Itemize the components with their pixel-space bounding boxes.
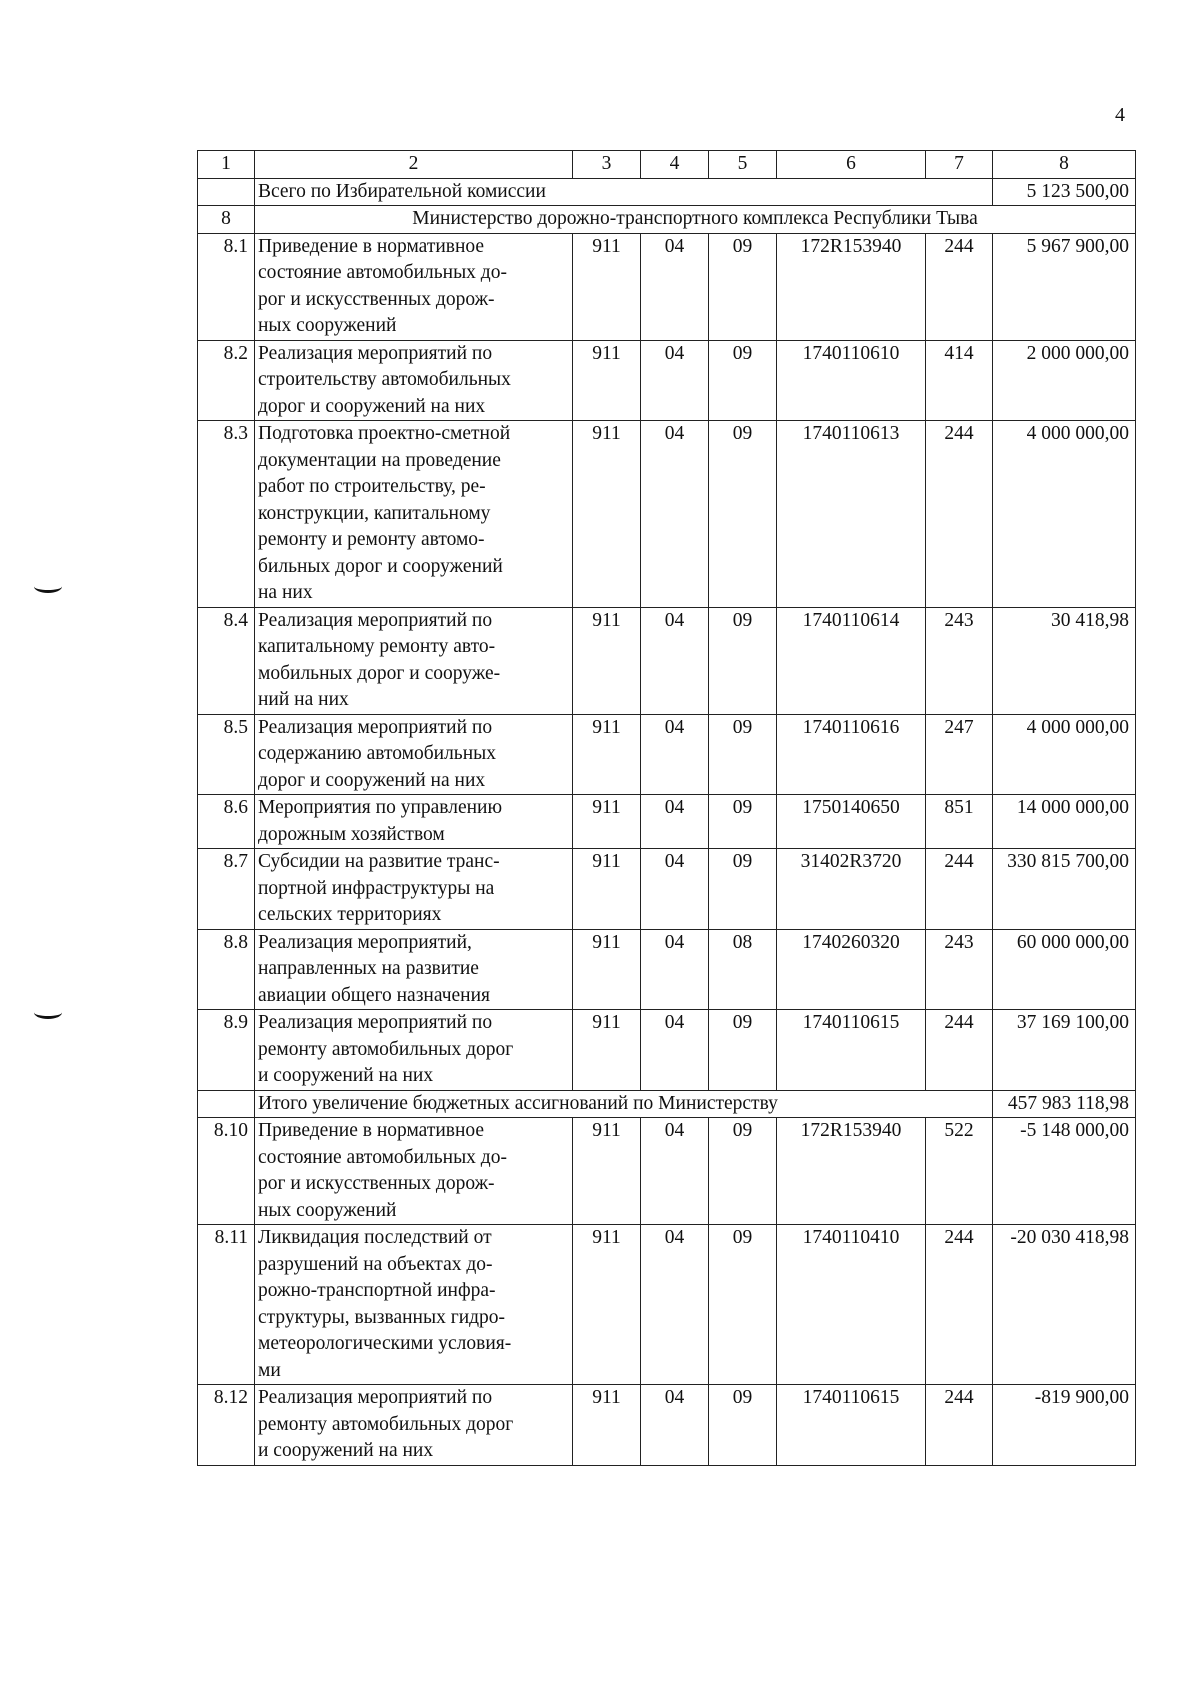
expense-type-code: 244 [926,1225,993,1385]
row-name-line: мобильных дорог и сооруже- [258,662,501,684]
page-number: 4 [1115,104,1125,126]
ministry-code: 911 [573,1385,641,1466]
row-amount: -819 900,00 [993,1385,1136,1466]
target-article-code: 1740110410 [777,1225,926,1385]
section-code: 04 [641,929,709,1010]
row-name-line: Субсидии на развитие транс- [258,851,500,872]
row-name-line: Подготовка проектно-сметной [258,423,511,444]
table-row [198,1118,1136,1225]
table-body [198,151,1136,1466]
expense-type-code: 244 [926,233,993,340]
expense-type-code: 851 [926,795,993,849]
section-code: 04 [641,1118,709,1225]
subsection-code: 09 [709,421,777,608]
row-name [255,178,993,206]
subsection-code: 09 [709,795,777,849]
expense-type-code: 522 [926,1118,993,1225]
row-name [255,1118,573,1225]
row-amount: 5 123 500,00 [993,178,1136,206]
row-name-line: Реализация мероприятий, [258,931,472,953]
row-name-line: Итого увеличение бюджетных ассигнований по Министерству [258,1092,778,1114]
row-amount: 5 967 900,00 [993,233,1136,340]
section-row [198,206,1136,234]
row-amount: 457 983 118,98 [993,1090,1136,1118]
ministry-code: 911 [573,795,641,849]
row-amount: 60 000 000,00 [993,929,1136,1010]
expense-type-code: 244 [926,1010,993,1091]
row-name-line: ных сооружений [258,315,397,336]
row-name-line: Приведение в нормативное [258,235,485,257]
subsection-code: 09 [709,1225,777,1385]
row-name-line: состояние автомобильных до- [258,262,507,283]
total-row [198,1090,1136,1118]
row-number: 8.9 [198,1010,255,1091]
row-name-line: содержанию автомобильных [258,743,496,764]
table-row [198,714,1136,795]
row-number: 8.2 [198,340,255,421]
row-number: 8.12 [198,1385,255,1466]
row-name-line: метеорологическими условия- [258,1333,512,1354]
row-name [255,929,573,1010]
row-name-line: конструкции, капитальному [258,502,491,524]
ministry-code: 911 [573,714,641,795]
column-header: 4 [641,151,709,179]
row-name-line: направленных на развитие [258,958,479,979]
section-code: 04 [641,714,709,795]
row-amount: 30 418,98 [993,607,1136,714]
row-number: 8.3 [198,421,255,608]
section-code: 04 [641,607,709,714]
section-code: 04 [641,1385,709,1466]
target-article-code: 31402R3720 [777,849,926,930]
row-name [255,1010,573,1091]
row-name-line: Мероприятия по управлению [258,797,503,818]
ministry-code: 911 [573,233,641,340]
row-amount: 2 000 000,00 [993,340,1136,421]
row-name [255,233,573,340]
subsection-code: 09 [709,233,777,340]
row-name-line: рожно-транспортной инфра- [258,1280,496,1301]
subsection-code: 09 [709,1010,777,1091]
row-name-line: авиации общего назначения [258,984,491,1006]
column-header: 2 [255,151,573,179]
ministry-code: 911 [573,421,641,608]
expense-type-code: 243 [926,607,993,714]
target-article-code: 1740260320 [777,929,926,1010]
row-name-line: Приведение в нормативное [258,1120,485,1141]
row-name [255,1090,993,1118]
row-name [255,1225,573,1385]
row-name [255,795,573,849]
row-name-line: рог и искусственных дорож- [258,288,495,310]
row-name-line: Реализация мероприятий по [258,1012,493,1033]
row-name-line: капитальному ремонту авто- [258,636,496,657]
row-number: 8.7 [198,849,255,930]
expense-type-code: 414 [926,340,993,421]
section-code: 04 [641,421,709,608]
total-row [198,178,1136,206]
budget-allocation-table [197,150,1136,1466]
subsection-code: 09 [709,340,777,421]
row-name-line: Реализация мероприятий по [258,1387,493,1408]
margin-mark [34,580,62,593]
section-code: 04 [641,340,709,421]
row-name-line: разрушений на объектах до- [258,1253,493,1275]
expense-type-code: 244 [926,421,993,608]
row-name-line: Министерство дорожно-транспортного комплекса Республики Тыва [412,208,978,229]
row-amount: -5 148 000,00 [993,1118,1136,1225]
target-article-code: 1740110610 [777,340,926,421]
row-number: 8 [198,206,255,234]
row-amount: 4 000 000,00 [993,421,1136,608]
subsection-code: 09 [709,714,777,795]
row-name-line: дорог и сооружений на них [258,395,486,417]
row-amount: -20 030 418,98 [993,1225,1136,1385]
row-amount: 14 000 000,00 [993,795,1136,849]
row-name-line: документации на проведение [258,449,501,471]
table-row [198,929,1136,1010]
section-code: 04 [641,1225,709,1385]
row-amount: 4 000 000,00 [993,714,1136,795]
ministry-code: 911 [573,929,641,1010]
row-name-line: сельских территориях [258,904,442,925]
row-number: 8.8 [198,929,255,1010]
ministry-code: 911 [573,849,641,930]
ministry-code: 911 [573,607,641,714]
subsection-code: 08 [709,929,777,1010]
row-name-line: портной инфраструктуры на [258,877,495,899]
row-name-line: дорог и сооружений на них [258,769,486,791]
row-name-line: на них [258,582,313,603]
target-article-code: 172R153940 [777,1118,926,1225]
target-article-code: 1740110614 [777,607,926,714]
row-number [198,1090,255,1118]
row-name [255,607,573,714]
row-number: 8.10 [198,1118,255,1225]
row-number: 8.5 [198,714,255,795]
row-name-line: ремонту автомобильных дорог [258,1038,514,1060]
section-code: 04 [641,1010,709,1091]
table-row [198,233,1136,340]
row-name [255,421,573,608]
row-number: 8.6 [198,795,255,849]
table-row [198,1385,1136,1466]
row-number: 8.4 [198,607,255,714]
row-name [255,1385,573,1466]
ministry-code: 911 [573,1118,641,1225]
table-row [198,1010,1136,1091]
row-name-line: состояние автомобильных до- [258,1146,507,1168]
table-row [198,849,1136,930]
subsection-code: 09 [709,1385,777,1466]
row-name-line: ний на них [258,689,349,710]
row-name-line: Реализация мероприятий по [258,342,493,364]
row-name-line: и сооружений на них [258,1065,434,1086]
row-name [255,206,1136,234]
row-name-line: Ликвидация последствий от [258,1227,492,1248]
expense-type-code: 247 [926,714,993,795]
row-name-line: рог и искусственных дорож- [258,1173,495,1194]
row-name-line: и сооружений на них [258,1440,434,1461]
row-name-line: Реализация мероприятий по [258,716,493,738]
row-name-line: строительству автомобильных [258,369,511,390]
ministry-code: 911 [573,1225,641,1385]
table-row [198,795,1136,849]
table-row [198,421,1136,608]
section-code: 04 [641,233,709,340]
row-number: 8.11 [198,1225,255,1385]
row-name-line: ных сооружений [258,1199,397,1221]
row-number: 8.1 [198,233,255,340]
row-name-line: Реализация мероприятий по [258,609,493,631]
margin-mark [34,1006,62,1019]
column-header: 5 [709,151,777,179]
column-header-row [198,151,1136,179]
row-name-line: дорожным хозяйством [258,823,445,845]
target-article-code: 1740110615 [777,1010,926,1091]
target-article-code: 1740110613 [777,421,926,608]
row-name-line: ми [258,1359,281,1381]
row-name-line: бильных дорог и сооружений [258,555,503,577]
subsection-code: 09 [709,1118,777,1225]
column-header: 7 [926,151,993,179]
target-article-code: 1750140650 [777,795,926,849]
row-amount: 37 169 100,00 [993,1010,1136,1091]
row-name-line: Всего по Избирательной комиссии [258,180,546,202]
section-code: 04 [641,849,709,930]
target-article-code: 172R153940 [777,233,926,340]
expense-type-code: 244 [926,1385,993,1466]
ministry-code: 911 [573,1010,641,1091]
row-name [255,849,573,930]
expense-type-code: 243 [926,929,993,1010]
row-name-line: ремонту автомобильных дорог [258,1413,514,1435]
column-header: 8 [993,151,1136,179]
row-number [198,178,255,206]
subsection-code: 09 [709,607,777,714]
table-row [198,1225,1136,1385]
row-name [255,340,573,421]
expense-type-code: 244 [926,849,993,930]
column-header: 6 [777,151,926,179]
subsection-code: 09 [709,849,777,930]
column-header: 1 [198,151,255,179]
row-amount: 330 815 700,00 [993,849,1136,930]
table-row [198,607,1136,714]
target-article-code: 1740110616 [777,714,926,795]
row-name-line: работ по строительству, ре- [258,476,486,497]
table-row [198,340,1136,421]
section-code: 04 [641,795,709,849]
row-name-line: структуры, вызванных гидро- [258,1306,506,1328]
ministry-code: 911 [573,340,641,421]
column-header: 3 [573,151,641,179]
row-name [255,714,573,795]
target-article-code: 1740110615 [777,1385,926,1466]
row-name-line: ремонту и ремонту автомо- [258,529,485,550]
